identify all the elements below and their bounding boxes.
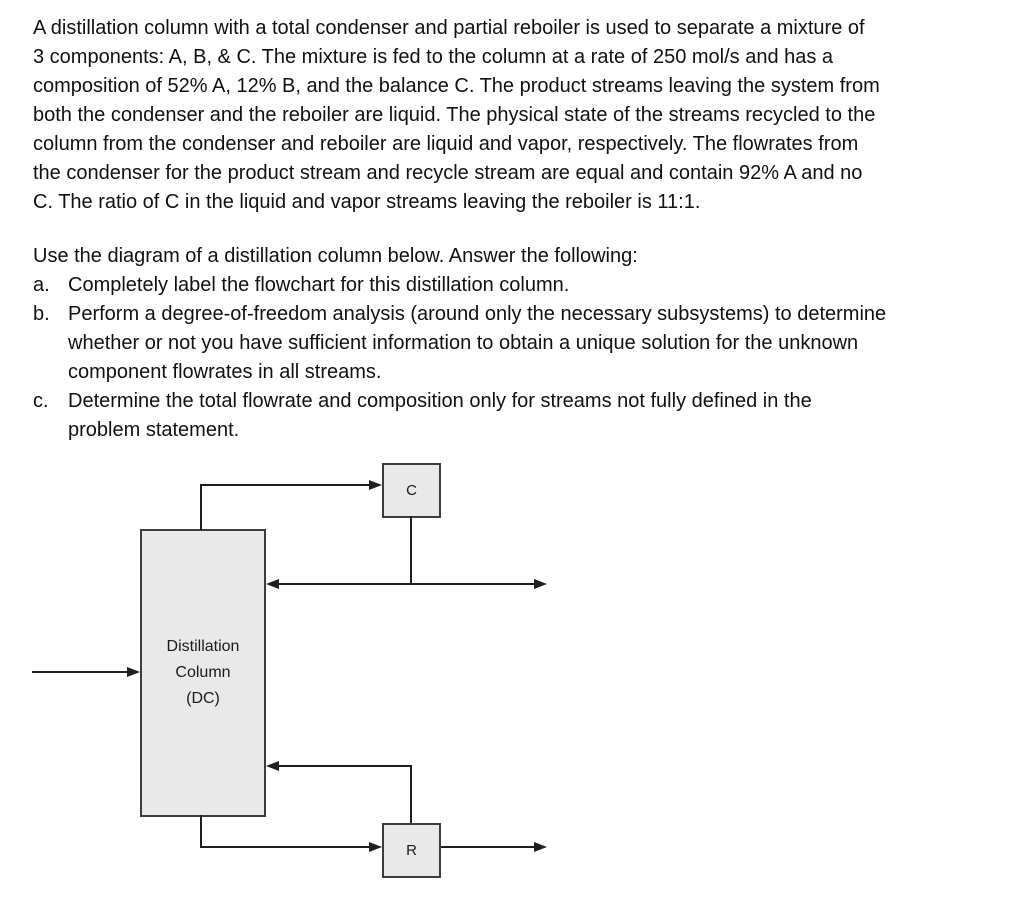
boilup-recycle-vertical-line [410,765,412,823]
problem-line-6: the condenser for the product stream and recycle stream are equal and contain 92% A and no [33,162,863,184]
list-item-b-line-3: component flowrates in all streams. [68,361,382,383]
list-item-c-line-1: Determine the total flowrate and composition only for streams not fully defined in the [68,390,812,412]
overhead-vapor-vertical-line [200,484,202,530]
boilup-recycle-arrowhead-icon [266,761,279,771]
problem-line-2: 3 components: A, B, & C. The mixture is fed to the column at a rate of 250 mol/s and has a [33,46,834,68]
condenser-label: C [406,482,417,499]
distillation-column-box [140,529,266,817]
overhead-vapor-arrowhead-icon [369,480,382,490]
list-item-a-line-1: Completely label the flowchart for this distillation column. [68,274,570,296]
condenser-box [382,463,441,518]
problem-line-3: composition of 52% A, 12% B, and the balance C. The product streams leaving the system from [33,75,880,97]
list-marker-a: a. [33,274,50,296]
distillate-reflux-line [278,583,536,585]
condenser-outlet-vertical-line [410,516,412,585]
reboiler-product-arrowhead-icon [534,842,547,852]
reboiler-product-line [441,846,535,848]
bottoms-vertical-line [200,815,202,848]
reboiler-box [382,823,441,878]
instructions-intro: Use the diagram of a distillation column below. Answer the following: [33,245,638,267]
list-marker-c: c. [33,390,49,412]
distillation-column-label [167,634,240,712]
distillate-arrowhead-icon [534,579,547,589]
problem-line-1: A distillation column with a total condenser and partial reboiler is used to separate a mixture of [33,17,865,39]
feed-stream-line [32,671,128,673]
reflux-arrowhead-icon [266,579,279,589]
boilup-recycle-horizontal-line [278,765,412,767]
problem-line-7: C. The ratio of C in the liquid and vapor streams leaving the reboiler is 11:1. [33,191,701,213]
column-label-line-2: Column [175,664,231,681]
column-label-line-1: Distillation [166,638,240,655]
bottoms-arrowhead-icon [369,842,382,852]
list-item-b-line-1: Perform a degree-of-freedom analysis (around only the necessary subsystems) to determine [68,303,887,325]
feed-arrowhead-icon [127,667,140,677]
column-label-line-3: (DC) [186,690,220,707]
overhead-vapor-horizontal-line [200,484,369,486]
list-item-b-line-2: whether or not you have sufficient information to obtain a unique solution for the unknown [68,332,859,354]
bottoms-horizontal-line [200,846,369,848]
problem-line-5: column from the condenser and reboiler are liquid and vapor, respectively. The flowrates from [33,133,859,155]
list-marker-b: b. [33,303,50,325]
list-item-c-line-2: problem statement. [68,419,240,441]
problem-line-4: both the condenser and the reboiler are liquid. The physical state of the streams recycled to the [33,104,876,126]
reboiler-label: R [406,842,417,859]
